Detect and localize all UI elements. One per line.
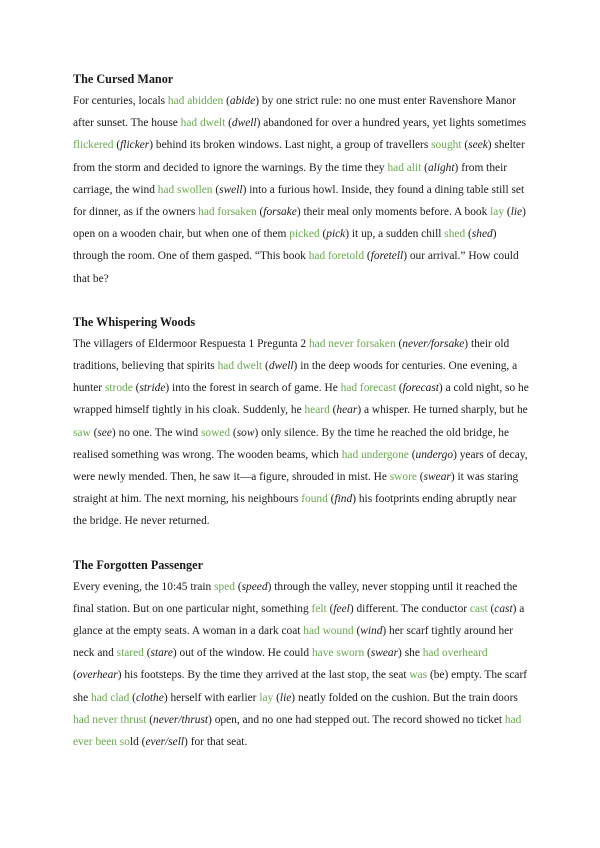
document-page: [73, 68, 529, 753]
answer-verb: had dwelt: [180, 117, 226, 130]
body-text: (: [504, 206, 511, 219]
answer-verb: cast: [469, 602, 488, 615]
answer-verb: sought: [431, 139, 462, 152]
body-text: (: [113, 139, 121, 152]
body-text: ) his footsteps. By the time they arrived at the last stop, the seat: [117, 669, 410, 682]
base-verb: shed: [471, 228, 493, 241]
answer-verb: saw: [73, 426, 91, 439]
body-text: ) in the deep woods for centuries. One evening, a hunter: [73, 360, 518, 395]
body-text: (: [461, 139, 469, 152]
body-text: (: [364, 647, 371, 660]
base-verb: stare: [150, 647, 173, 660]
body-text: (: [327, 493, 335, 506]
body-text: (: [225, 117, 232, 130]
answer-verb: had ever been so: [73, 713, 522, 749]
body-text: ) from their carriage, the wind: [73, 161, 508, 196]
body-text: ) no one. The wind: [111, 426, 201, 439]
answer-verb: had never forsaken: [308, 337, 396, 350]
body-text: ) for that seat.: [184, 736, 248, 749]
body-text: (: [212, 183, 220, 196]
body-text: (: [132, 382, 140, 395]
answer-verb: have sworn: [311, 647, 365, 660]
answer-verb: had undergone: [341, 448, 409, 461]
body-text: ) years of decay, were newly mended. Then, he saw it—a figure, shrouded in mist. He: [73, 448, 528, 484]
base-verb: wind: [360, 625, 383, 638]
base-verb: overhear: [76, 669, 118, 682]
base-verb: undergo: [415, 448, 454, 461]
base-verb: sow: [236, 426, 255, 439]
body-text: ) by one strict rule: no one must enter Ravenshore Manor after sunset. The house: [73, 95, 516, 130]
body-text: ) a cold night, so he wrapped himself tightly in his cloak. Suddenly, he: [73, 382, 529, 417]
body-text: For centuries, locals: [73, 95, 168, 107]
answer-verb: had never thrust: [73, 713, 147, 726]
base-verb: swear: [370, 647, 399, 660]
body-text: ) through the room. One of them gasped. “This book: [73, 228, 497, 263]
base-verb: abide: [229, 95, 256, 107]
story-whispering-woods: [73, 311, 529, 533]
body-text: ) a glance at the empty seats. A woman in a dark coat: [73, 602, 525, 638]
body-text: (: [487, 602, 495, 615]
base-verb: stride: [139, 382, 166, 395]
base-verb: lie: [510, 206, 523, 219]
answer-verb: strode: [104, 382, 133, 395]
body-text: (: [408, 448, 416, 461]
base-verb: never/forsake: [402, 337, 465, 350]
answer-verb: had alit: [387, 161, 422, 174]
base-verb: dwell: [268, 360, 294, 373]
body-text: (: [364, 250, 371, 263]
answer-verb: sowed: [200, 426, 231, 439]
answer-verb: flickered: [73, 139, 114, 152]
body-text: (: [256, 206, 264, 219]
body-text: ) open on a wooden chair, but when one of them: [73, 206, 526, 241]
base-verb: swell: [219, 183, 243, 196]
answer-verb: felt: [311, 602, 327, 615]
answer-verb: lay: [259, 691, 274, 704]
story-cursed-manor: [73, 68, 529, 290]
story-title: The Whispering Woods: [73, 314, 196, 329]
answer-verb: had abidden: [167, 95, 224, 107]
body-text: ) it was staring straight at him. The next morning, his neighbours: [73, 471, 519, 506]
body-text: ) into a furious howl. Inside, they found a dining table still set for dinner, as if the owners: [73, 183, 525, 219]
story-body: [73, 576, 529, 754]
base-verb: foretell: [370, 250, 404, 263]
body-text: (: [329, 404, 337, 417]
body-text: (: [143, 647, 151, 660]
answer-verb: had swollen: [157, 183, 213, 196]
base-verb: flicker: [120, 139, 150, 152]
body-text: ) only silence. By the time he reached the old bridge, he realised something was wrong. The wooden beams, which: [73, 426, 510, 461]
base-verb: lie: [279, 691, 292, 704]
body-text: ) different. The conductor: [349, 602, 470, 615]
body-text: (: [421, 161, 428, 174]
body-text: ld (: [129, 736, 146, 749]
body-text: (: [234, 580, 242, 593]
body-text: (: [146, 713, 154, 726]
body-text: ) her scarf tightly around her neck and: [73, 625, 514, 660]
body-text: ) open, and no one had stepped out. The record showed no ticket: [208, 713, 505, 726]
base-verb: alight: [427, 161, 455, 174]
body-text: (: [395, 382, 403, 395]
story-body: [73, 333, 529, 533]
body-text: ) out of the window. He could: [172, 647, 312, 660]
body-text: (: [223, 95, 230, 107]
answer-verb: had dwelt: [217, 360, 263, 373]
body-text: ) a whisper. He turned sharply, but he: [357, 404, 528, 417]
body-text: (: [319, 228, 327, 241]
story-body: [73, 90, 529, 290]
body-text: (be) empty. The scarf she: [73, 669, 528, 704]
body-text: ) through the valley, never stopping until it reached the final station. But on one particular night, something: [73, 580, 518, 615]
answer-verb: had foretold: [308, 250, 365, 263]
body-text: ) neatly folded on the cushion. But the train doors: [291, 691, 518, 704]
body-text: (: [353, 625, 361, 638]
body-text: (: [465, 228, 472, 241]
body-text: (: [273, 691, 280, 704]
body-text: (: [230, 426, 237, 439]
base-verb: see: [97, 426, 112, 439]
answer-verb: had forsaken: [198, 206, 257, 219]
body-text: The villagers of Eldermoor Respuesta 1 Pregunta 2: [73, 337, 309, 350]
base-verb: feel: [333, 602, 350, 615]
body-text: (: [395, 337, 403, 350]
base-verb: dwell: [231, 117, 257, 130]
body-text: (: [262, 360, 269, 373]
body-text: ) their meal only moments before. A book: [296, 206, 491, 219]
story-title: The Cursed Manor: [73, 72, 174, 86]
base-verb: find: [334, 493, 353, 506]
body-text: ) their old traditions, believing that spirits: [73, 337, 510, 373]
answer-verb: swore: [389, 471, 417, 484]
base-verb: seek: [468, 139, 488, 152]
body-text: (: [73, 669, 77, 682]
answer-verb: found: [301, 493, 328, 506]
body-text: ) into the forest in search of game. He: [165, 382, 341, 395]
answer-verb: stared: [116, 647, 144, 660]
answer-verb: shed: [444, 228, 466, 241]
story-title: The Forgotten Passenger: [73, 557, 203, 572]
body-text: (: [129, 691, 136, 704]
body-text: ) it up, a sudden chill: [345, 228, 445, 241]
answer-verb: had overheard: [422, 647, 488, 660]
body-text: ) behind its broken windows. Last night, a group of travellers: [149, 139, 432, 152]
answer-verb: was: [409, 669, 428, 682]
base-verb: clothe: [135, 691, 164, 704]
base-verb: speed: [241, 580, 268, 593]
body-text: Every evening, the 10:45 train: [73, 580, 215, 593]
story-forgotten-passenger: [73, 554, 529, 754]
body-text: (: [90, 426, 98, 439]
body-text: (: [416, 471, 424, 484]
base-verb: forsake: [263, 206, 297, 219]
body-text: ) abandoned for over a hundred years, yet lights sometimes: [256, 117, 527, 130]
answer-verb: lay: [490, 206, 505, 219]
body-text: ) his footprints ending abruptly near the bridge. He never returned.: [73, 493, 517, 528]
body-text: ) shelter from the storm and decided to ignore the warnings. By the time they: [73, 139, 525, 174]
answer-verb: heard: [304, 404, 330, 417]
answer-verb: had clad: [91, 691, 130, 704]
answer-verb: had wound: [303, 625, 354, 638]
body-text: ) our arrival.” How could that be?: [73, 250, 519, 285]
body-text: ) she: [398, 647, 423, 660]
answer-verb: had forecast: [340, 382, 396, 395]
base-verb: cast: [494, 602, 513, 615]
base-verb: swear: [423, 471, 451, 484]
base-verb: forecast: [402, 382, 439, 395]
answer-verb: sped: [214, 580, 235, 593]
base-verb: hear: [336, 404, 358, 417]
answer-verb: picked: [289, 228, 320, 241]
body-text: (: [326, 602, 334, 615]
base-verb: never/thrust: [153, 713, 209, 726]
base-verb: ever/sell: [145, 736, 185, 749]
body-text: ) herself with earlier: [163, 691, 260, 704]
base-verb: pick: [326, 228, 346, 241]
